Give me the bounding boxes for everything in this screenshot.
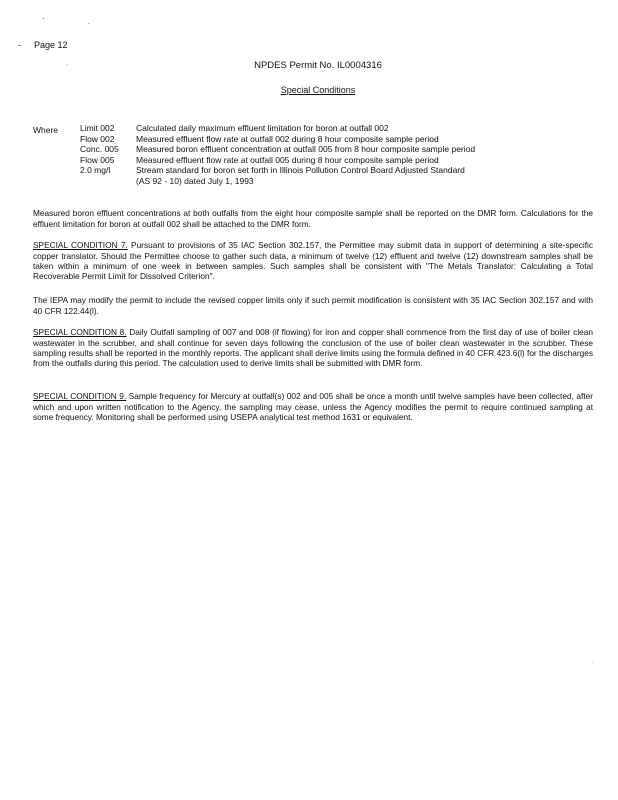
definition-desc: (AS 92 - 10) dated July 1, 1993 — [136, 175, 254, 186]
scan-mark: - — [18, 40, 21, 50]
condition-label: SPECIAL CONDITION 8. — [33, 327, 127, 338]
definition-row — [80, 176, 540, 187]
condition-text: Sample frequency for Mercury at outfall(s) 002 and 005 shall be once a month until twelve samples have been collected, after which and upon written notification to the Agency, the sampling may cease, unless the Agency modifies the permit to require continued sampling at some frequency. Monitoring shall be performed using USEPA analytical test method 1631 or equivalent. — [33, 391, 594, 422]
scan-mark: ´ — [88, 24, 90, 30]
scan-mark: · — [66, 62, 68, 68]
definition-desc: Stream standard for boron set forth in Illinois Pollution Control Board Adjusted Standard — [136, 165, 465, 175]
definition-row — [80, 134, 540, 145]
definition-desc: Calculated daily maximum effluent limitation for boron at outfall 002 — [136, 123, 389, 133]
condition-text: Pursuant to provisions of 35 IAC Section 302.157, the Permittee may submit data in support of determining a site-specific copper translator. Should the Permittee choose to gather such data, a minimum of twelve (12) effluent and twelve (12) downstream samples shall be taken within a minimum of one week in between samples. Such samples shall be consistent with "The Metals Translator: Calculating a Total Recoverable Permit Limit for Dissolved Criterion". — [33, 240, 593, 281]
scan-mark: · — [42, 14, 45, 23]
definition-term: Flow 002 — [80, 133, 115, 144]
definition-term: Conc. 005 — [80, 144, 119, 154]
condition-text: Daily Outfall sampling of 007 and 008 (if flowing) for iron and copper shall commence from the first day of use of boiler clean wastewater in the scrubber, and shall continue for seven days following the conclusion of the use of boiler clean wastewater in the scrubber. These sampling results shall be reported in the monthly reports. The applicant shall derive limits using the formula defined in 40 CFR 423.6(l) for the discharges from the outfalls during this period. The calculation used to derive limits shall be submitted with DMR form. — [33, 327, 593, 368]
definitions-list — [80, 123, 540, 186]
definition-row — [80, 155, 540, 166]
page-number: Page 12 — [34, 40, 68, 50]
condition-label: SPECIAL CONDITION 7. — [33, 240, 128, 251]
definition-term: Flow 005 — [80, 154, 115, 165]
where-label: Where — [33, 125, 59, 135]
boron-reporting-paragraph: Measured boron effluent concentrations at both outfalls from the eight hour composite sample shall be reported on the DMR form. Calculations for the effluent limitation for boron at outfall 002 shall be attached to the DMR form. — [33, 208, 593, 229]
special-condition-7 — [33, 240, 593, 281]
definition-row — [80, 123, 540, 134]
definition-term: 2.0 mg/l — [80, 165, 111, 175]
definition-row — [80, 144, 540, 155]
definition-desc: Measured effluent flow rate at outfall 002 during 8 hour composite sample period — [136, 133, 439, 144]
special-condition-9 — [33, 391, 593, 422]
definition-desc: Measured effluent flow rate at outfall 005 during 8 hour composite sample period — [136, 154, 439, 165]
special-condition-8 — [33, 327, 593, 368]
copper-modification-paragraph: The IEPA may modify the permit to include the revised copper limits only if such permit modification is consistent with 35 IAC Section 302.157 and with 40 CFR 122.44(l). — [33, 295, 593, 316]
definition-term: Limit 002 — [80, 123, 115, 133]
permit-number: NPDES Permit No. IL0004316 — [254, 60, 382, 71]
scan-mark: · — [592, 660, 594, 666]
condition-label: SPECIAL CONDITION 9. — [33, 391, 127, 402]
section-title: Special Conditions — [280, 85, 356, 95]
definition-term — [80, 176, 136, 187]
definition-desc: Measured boron effluent concentration at outfall 005 from 8 hour composite sample period — [136, 144, 476, 154]
definition-row — [80, 165, 540, 176]
